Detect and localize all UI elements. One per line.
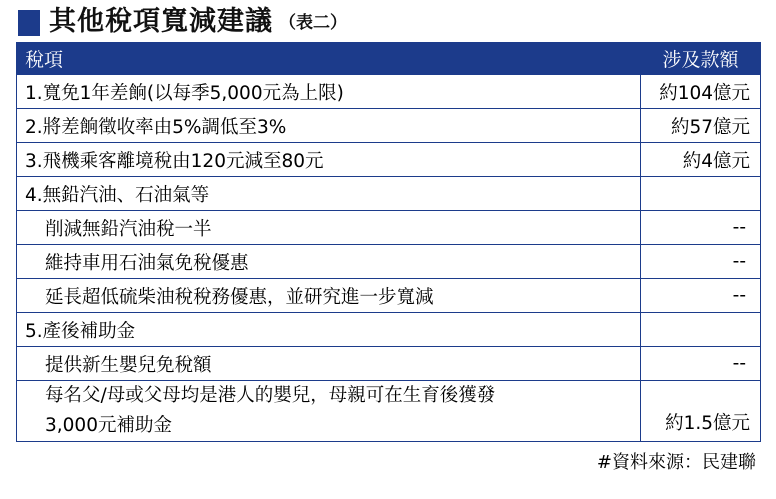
row-item-line: 每名父/母或父母均是港人的嬰兒，母親可在生育後獲發 [45,385,496,406]
table-row [17,245,761,279]
row-item [17,381,641,442]
table-row [17,313,761,347]
row-item: 4.無鉛汽油、石油氣等 [17,177,641,211]
row-item: 2.將差餉徵收率由5%調低至3% [17,109,641,143]
row-amount: -- [641,347,761,381]
title-row [0,0,776,42]
table-row [17,177,761,211]
row-amount [641,313,761,347]
row-amount: -- [641,279,761,313]
row-item: 提供新生嬰兒免稅額 [17,347,641,381]
title-marker-icon [18,10,40,36]
column-header-item: 稅項 [17,43,641,75]
row-amount: -- [641,211,761,245]
table-row [17,109,761,143]
row-item: 維持車用石油氣免稅優惠 [17,245,641,279]
row-amount: 約104億元 [641,75,761,109]
page-title: 其他稅項寬減建議 [49,6,273,37]
table-row [17,143,761,177]
table-row [17,381,761,442]
row-amount: -- [641,245,761,279]
row-item: 削減無鉛汽油稅一半 [17,211,641,245]
row-amount: 約57億元 [641,109,761,143]
source-note: #資料來源：民建聯 [596,452,756,473]
table-row [17,75,761,109]
row-item-line: 3,000元補助金 [45,415,172,436]
row-item: 3.飛機乘客離境稅由120元減至80元 [17,143,641,177]
row-amount: 約1.5億元 [641,381,761,442]
row-item: 5.產後補助金 [17,313,641,347]
page-title-subscript: （表二） [279,13,347,33]
row-amount [641,177,761,211]
table-header-row [17,43,761,75]
table-row [17,279,761,313]
table-row [17,347,761,381]
table-body [17,75,761,442]
row-item: 延長超低硫柴油稅稅務優惠，並研究進一步寬減 [17,279,641,313]
column-header-amount: 涉及款額 [641,43,761,75]
tax-concession-table [16,42,761,442]
row-item: 1.寬免1年差餉(以每季5,000元為上限) [17,75,641,109]
table-row [17,211,761,245]
row-amount: 約4億元 [641,143,761,177]
